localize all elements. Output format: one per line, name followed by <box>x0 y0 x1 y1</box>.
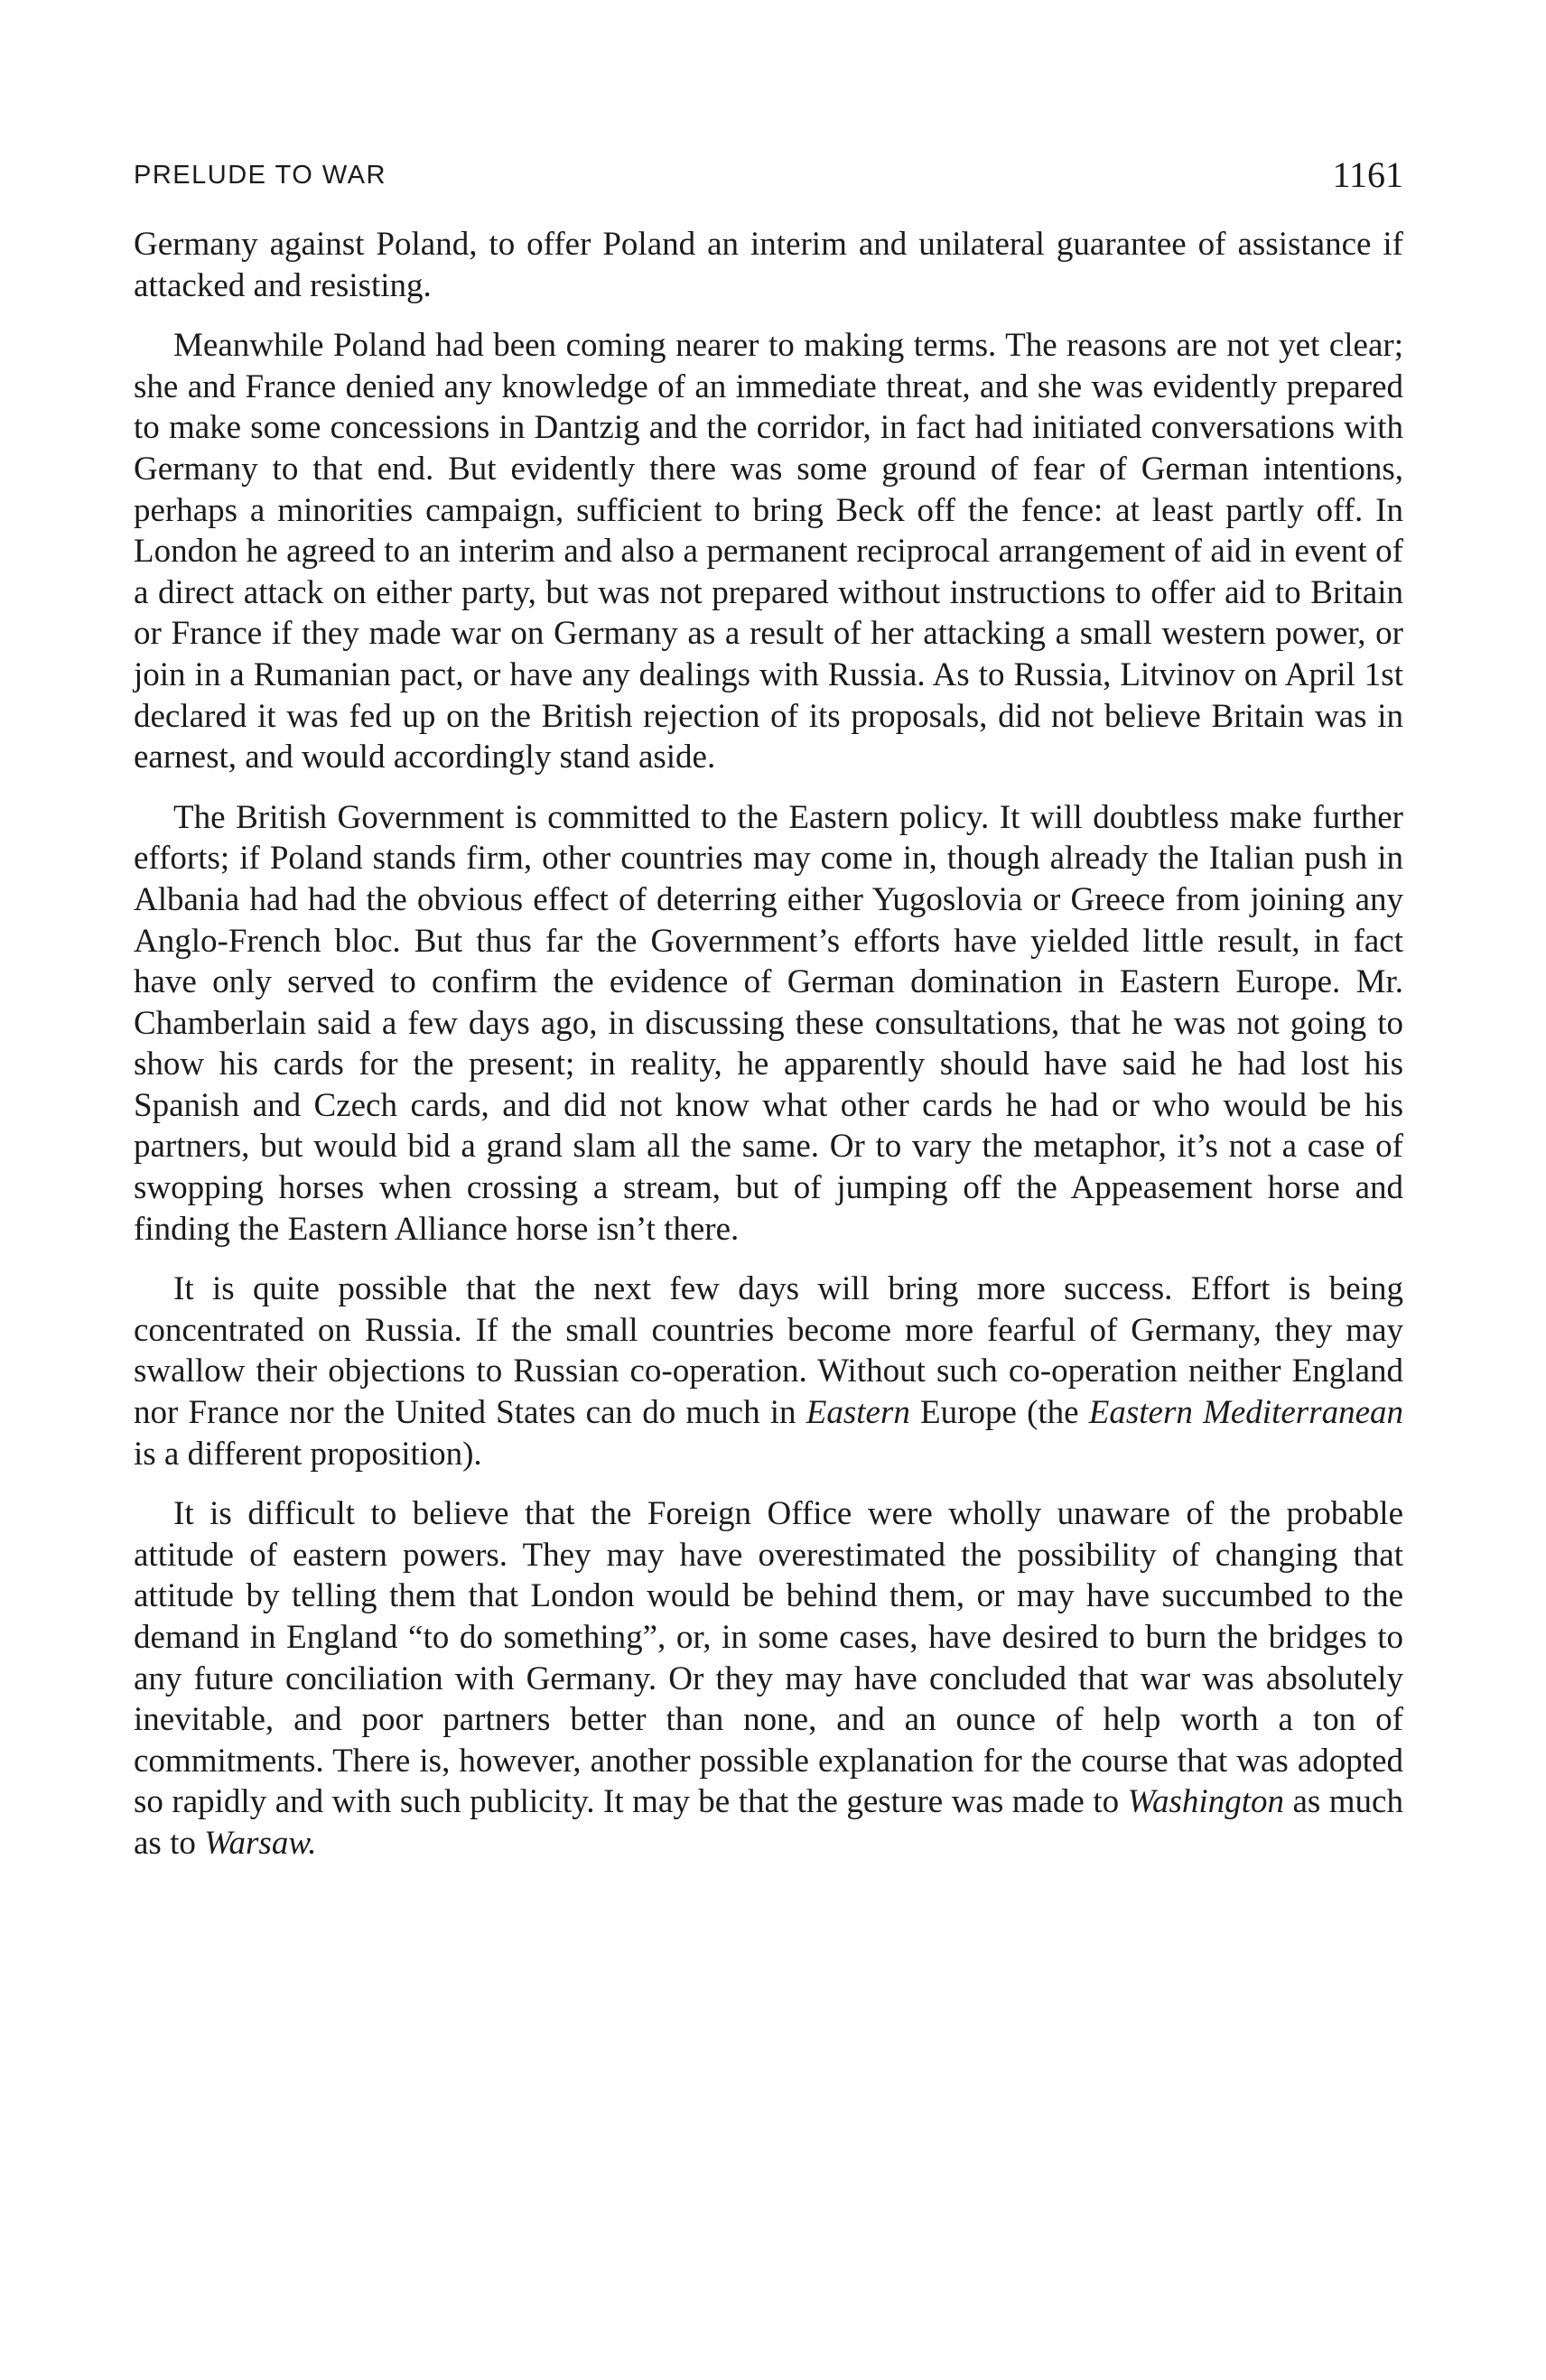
text-run: is a different proposition). <box>134 1435 482 1473</box>
text-run: It is difficult to believe that the Foreign Office were wholly unaware of the probable attitude of eastern powers. They may have overestimated the possibility of changing that attitude by telling them that London would be behind them, or may have succumbed to the demand in England “to do something”, or, in some cases, have desired to burn the bridges to any future conciliation with Germany. Or they may have concluded that war was absolutely inevitable, and poor partners better than none, and an ounce of help worth a ton of commitments. There is, however, another possible explanation for the course that was adopted so rapidly and with such publicity. It may be that the gesture was made to <box>134 1495 1403 1821</box>
page-number: 1161 <box>1332 154 1403 195</box>
body-text <box>134 224 1403 1883</box>
text-run: Meanwhile Poland had been coming nearer to making terms. The reasons are not yet clear; she and France denied any knowledge of an immediate threat, and she was evidently prepared to make some concessions in Dantzig and the corridor, in fact had initiated conversations with Germany to that end. But evidently there was some ground of fear of German intentions, perhaps a minorities campaign, sufficient to bring Beck off the fence: at least partly off. In London he agreed to an interim and also a permanent reciprocal arrangement of aid in event of a direct attack on either party, but was not prepared without instructions to offer aid to Britain or France if they made war on Germany as a result of her attacking a small western power, or join in a Rumanian pact, or have any dealings with Russia. As to Russia, Litvinov on April 1st declared it was fed up on the British rejection of its proposals, did not believe Britain was in earnest, and would accordingly stand aside. <box>134 327 1403 776</box>
paragraph-continuation <box>134 224 1403 306</box>
text-run: The British Government is committed to the Eastern policy. It will doubtless make further efforts; if Poland stands firm, other countries may come in, though already the Italian push in Albania had had the obvious effect of deterring either Yugoslovia or Greece from joining any Anglo-French bloc. But thus far the Government’s efforts have yielded little result, in fact have only served to confirm the evidence of German domination in Eastern Europe. Mr. Chamberlain said a few days ago, in discussing these consultations, that he was not going to show his cards for the present; in reality, he apparently should have said he had lost his Spanish and Czech cards, and did not know what other cards he had or who would be his partners, but would bid a grand slam all the same. Or to vary the metaphor, it’s not a case of swopping horses when crossing a stream, but of jumping off the Appeasement horse and finding the Eastern Alliance horse isn’t there. <box>134 798 1403 1248</box>
running-header <box>134 152 1403 197</box>
italic-run: Warsaw. <box>204 1824 317 1862</box>
text-run: It is quite possible that the next few days will bring more success. Effort is being concentrated on Russia. If the small countries become more fearful of Germany, they may swallow their objections to Russian co-operation. Without such co-operation neither England nor France nor the United States can do much in <box>134 1270 1403 1432</box>
text-run: Europe (the <box>909 1394 1089 1432</box>
italic-run: Washington <box>1127 1783 1284 1821</box>
paragraph-poland-terms <box>134 325 1403 778</box>
paragraph-russia-effort <box>134 1269 1403 1474</box>
text-run: Germany against Poland, to offer Poland an interim and unilateral guarantee of assistance if attacked and resisting. <box>134 226 1403 304</box>
paragraph-foreign-office <box>134 1493 1403 1864</box>
running-title: PRELUDE TO WAR <box>134 161 386 190</box>
italic-run: Eastern Mediterranean <box>1088 1394 1404 1432</box>
text-run: as much as to <box>134 1783 1403 1862</box>
paragraph-eastern-policy <box>134 797 1403 1250</box>
italic-run: Eastern <box>806 1394 910 1432</box>
